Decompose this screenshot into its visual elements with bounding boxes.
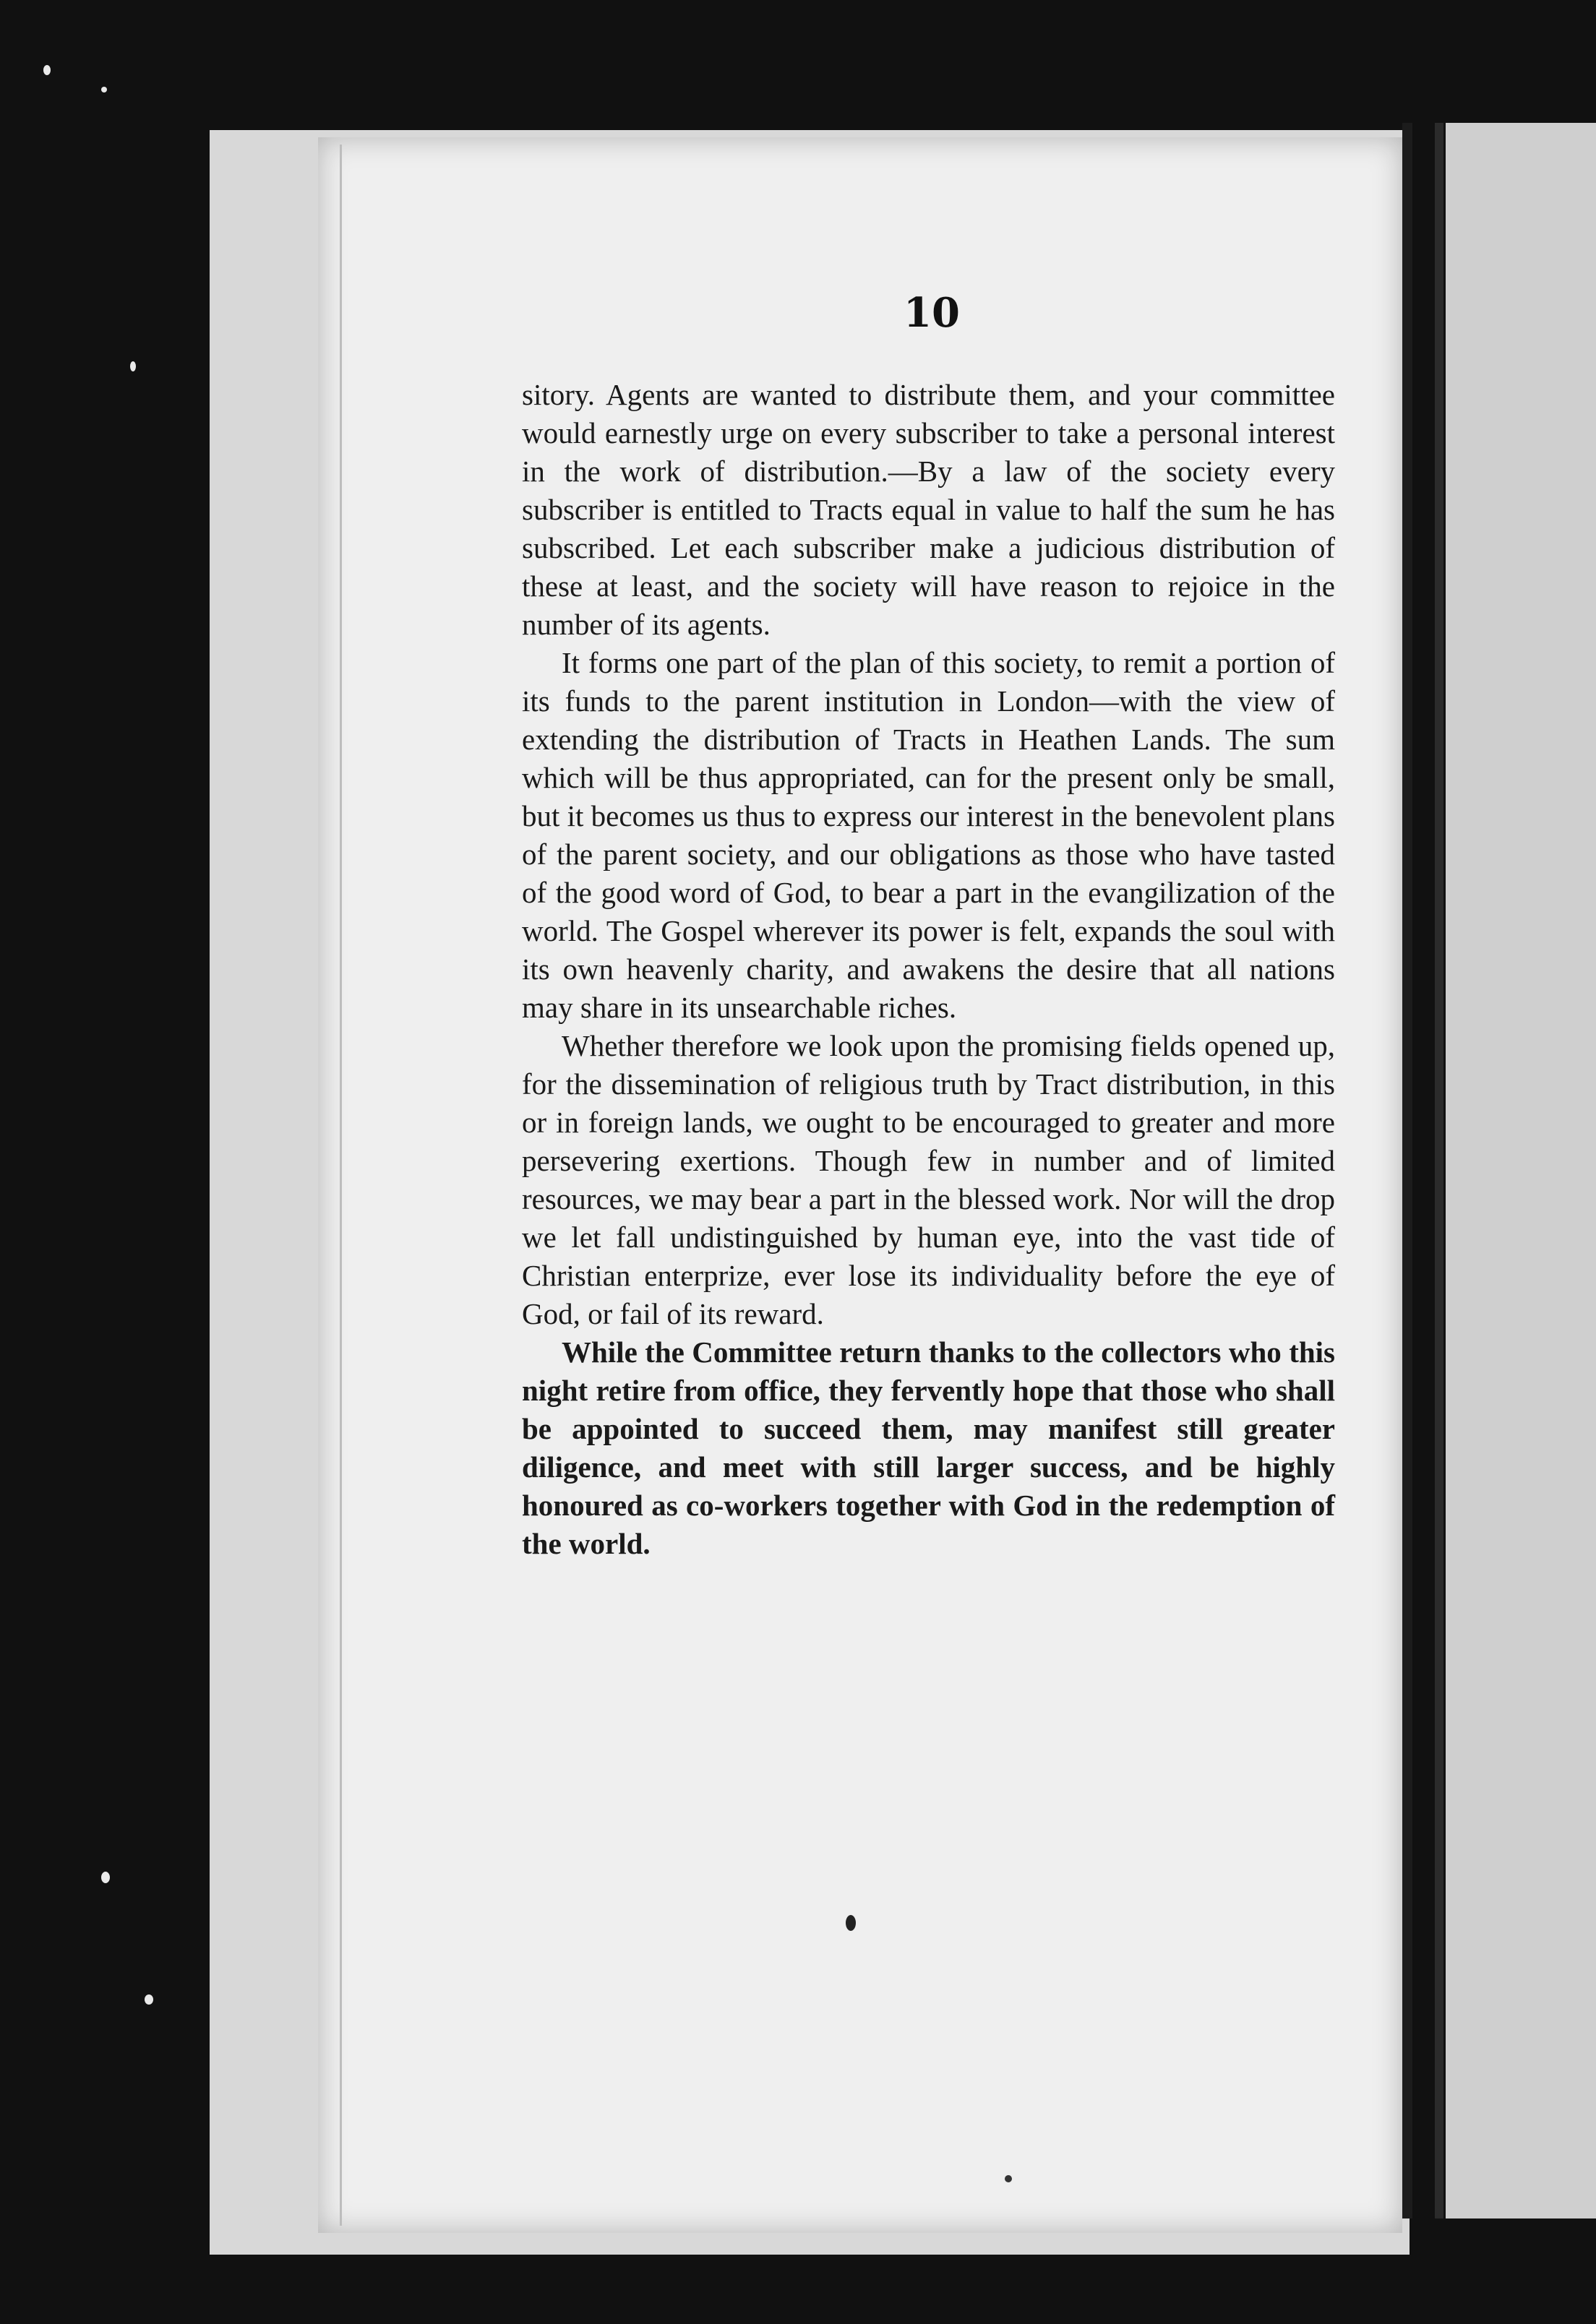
- page-number: 10: [904, 289, 960, 337]
- body-text: [522, 376, 1335, 1563]
- dust-speck: [130, 361, 136, 371]
- dust-speck: [101, 87, 107, 92]
- dust-speck: [145, 1994, 153, 2005]
- page-right-edge: [1402, 123, 1412, 2218]
- book-gutter: [1435, 123, 1443, 2218]
- paragraph-continuation: sitory. Agents are wanted to distribute them, and your committee would earnestly urge on every subscriber to take a personal interest in the work of distribution.—By a law of the society every subscriber is entitled to Tracts equal in value to half the sum he has subscribed. Let each subscriber make a judicious distribution of these at least, and the society will have reason to rejoice in the number of its agents.: [522, 378, 1335, 641]
- dust-speck: [101, 1872, 110, 1883]
- ink-spot: [846, 1915, 856, 1931]
- facing-page-edge: [1446, 123, 1596, 2218]
- paragraph-closing: While the Committee return thanks to the collectors who this night retire from office, they fervently hope that those who shall be appointed to succeed them, may manifest still greater diligence, and meet with still larger success, and be highly honoured as co-workers together with God in the redemption of the world.: [522, 1335, 1335, 1560]
- paragraph: It forms one part of the plan of this society, to remit a portion of its funds to the parent institution in London—with the view of extending the distribution of Tracts in Heathen Lands. The sum which will be thus appropriated, can for the present only be small, but it becomes us thus to express our interest in the benevolent plans of the parent society, and our obligations as those who have tasted of the good word of God, to bear a part in the evangilization of the world. The Gospel wherever its power is felt, expands the soul with its own heavenly charity, and awakens the desire that all nations may share in its unsearchable riches.: [522, 646, 1335, 1024]
- paragraph: Whether therefore we look upon the promising fields opened up, for the dissemination of religious truth by Tract distribution, in this or in foreign lands, we ought to be encouraged to greater and more persevering exertions. Though few in number and of limited resources, we may bear a part in the blessed work. Nor will the drop we let fall undistinguished by human eye, into the vast tide of Christian enterprize, ever lose its individuality before the eye of God, or fail of its reward.: [522, 1029, 1335, 1330]
- dust-speck: [43, 65, 51, 75]
- ink-spot: [1005, 2175, 1012, 2182]
